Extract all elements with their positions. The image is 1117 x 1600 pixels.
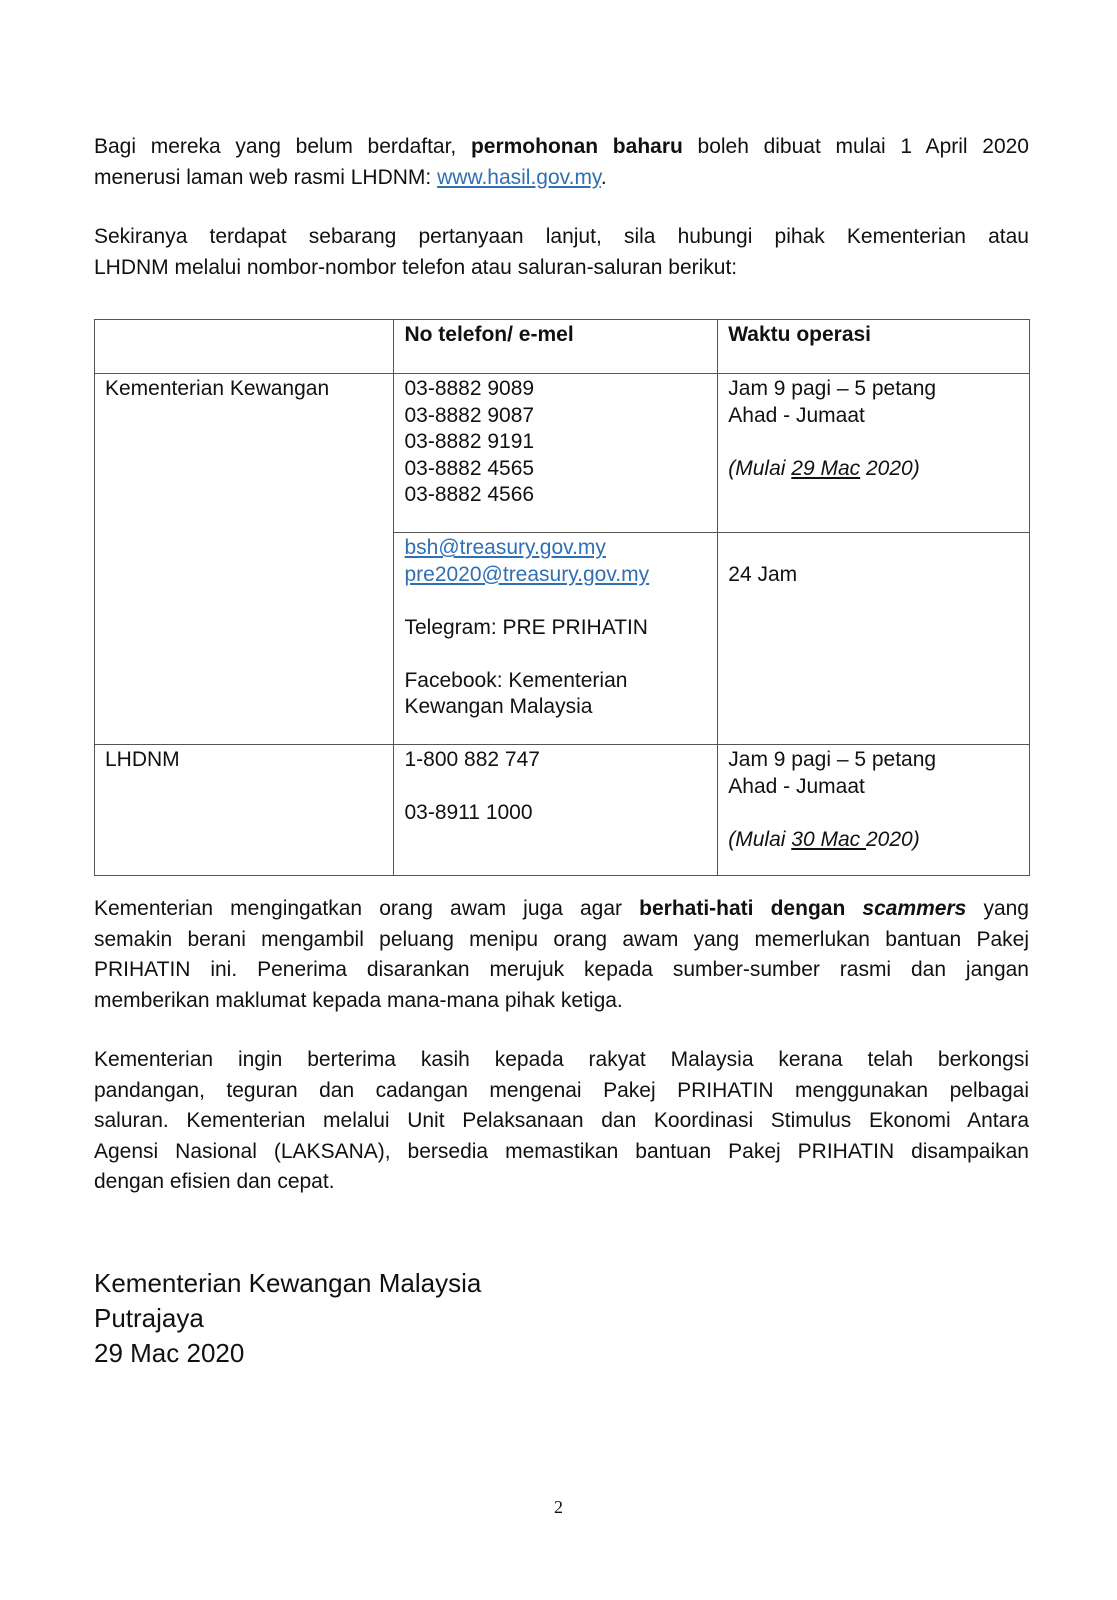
cell-lhdnm-label (95, 745, 394, 876)
paragraph-line: PRIHATIN ini. Penerima disarankan merujuk kepada sumber-sumber rasmi dan jangan (94, 958, 1029, 981)
header-cell-phone-email (394, 320, 718, 374)
cell-lhdnm-phones (394, 745, 718, 876)
phone-number: 03-8911 1000 (404, 801, 533, 824)
text-segment: 2020) (865, 827, 920, 851)
paragraph-registration (94, 132, 1029, 193)
paragraph-line: semakin berani mengambil peluang menipu orang awam yang memerlukan bantuan Pakej (94, 927, 1029, 951)
phone-number: 03-8882 4565 (404, 456, 535, 480)
paragraph-line (94, 894, 1029, 925)
text-segment: (Mulai (728, 827, 792, 851)
paragraph-line: memberikan maklumat kepada mana-mana pihak ketiga. (94, 988, 623, 1012)
text-segment: Bagi mereka yang belum berdaftar, (94, 135, 457, 158)
signature-block (94, 1266, 481, 1371)
hours-text: Jam 9 pagi – 5 petang (728, 377, 937, 400)
text-segment: . (600, 165, 607, 189)
paragraph-line: dengan efisien dan cepat. (94, 1170, 335, 1193)
header-cell-empty (95, 320, 394, 374)
paragraph-line: saluran. Kementerian melalui Unit Pelaksanaan dan Koordinasi Stimulus Ekonomi Antara (94, 1109, 1029, 1132)
phone-number: 03-8882 9191 (404, 430, 535, 453)
text-segment: boleh dibuat mulai 1 April 2020 (697, 135, 1029, 158)
paragraph-line (94, 163, 1029, 194)
cell-kk-phones (394, 374, 718, 533)
table-row (95, 745, 1030, 876)
page-number: 2 (554, 1497, 563, 1517)
text-segment: menerusi laman web rasmi LHDNM: (94, 165, 432, 189)
days-text: Ahad - Jumaat (728, 774, 865, 798)
signature-org: Kementerian Kewangan Malaysia (94, 1268, 482, 1298)
hasil-website-link[interactable]: www.hasil.gov.my (437, 165, 601, 189)
cell-kk-hours (718, 374, 1030, 533)
paragraph-enquiries (94, 222, 1029, 283)
table-header-row (95, 320, 1030, 374)
cell-kk-online (394, 533, 718, 745)
text-segment: yang (983, 897, 1029, 920)
underlined-date: 29 Mac (791, 456, 861, 480)
email-link-bsh[interactable]: bsh@treasury.gov.my (404, 536, 606, 559)
start-date-text (728, 827, 1019, 854)
paragraph-thanks (94, 1045, 1029, 1198)
facebook-text: Kewangan Malaysia (404, 695, 593, 718)
header-text: Waktu operasi (728, 323, 872, 346)
start-date-text (728, 456, 1019, 483)
text-segment: (Mulai (728, 456, 792, 480)
telegram-text: Telegram: PRE PRIHATIN (404, 615, 648, 639)
table-row (95, 374, 1030, 533)
paragraph-line: Sekiranya terdapat sebarang pertanyaan lanjut, sila hubungi pihak Kementerian atau (94, 225, 1029, 248)
text-segment: 2020) (860, 456, 920, 480)
cell-kk-label (95, 374, 394, 745)
paragraph-line (94, 132, 1029, 163)
hours-text: 24 Jam (728, 562, 798, 586)
cell-kk-online-hours (718, 533, 1030, 745)
paragraph-scam-warning (94, 894, 1029, 1016)
phone-number: 03-8882 9089 (404, 377, 535, 400)
underlined-date: 30 Mac (791, 827, 866, 851)
paragraph-line: Agensi Nasional (LAKSANA), bersedia memastikan bantuan Pakej PRIHATIN disampaikan (94, 1139, 1029, 1163)
phone-number: 03-8882 9087 (404, 403, 535, 427)
phone-number: 03-8882 4566 (404, 483, 535, 506)
org-label: LHDNM (105, 748, 180, 771)
contacts-table (94, 319, 1030, 876)
header-text: No telefon/ e-mel (404, 323, 574, 346)
paragraph-line: Kementerian ingin berterima kasih kepada rakyat Malaysia kerana telah berkongsi (94, 1048, 1029, 1071)
email-link-pre2020[interactable]: pre2020@treasury.gov.my (404, 562, 650, 586)
facebook-text: Facebook: Kementerian (404, 668, 628, 692)
hours-text: Jam 9 pagi – 5 petang (728, 748, 937, 771)
bold-text: permohonan baharu (470, 135, 683, 158)
phone-number: 1-800 882 747 (404, 748, 540, 771)
org-label: Kementerian Kewangan (105, 377, 330, 400)
paragraph-line: LHDNM melalui nombor-nombor telefon atau saluran-saluran berikut: (94, 255, 738, 279)
text-segment: Kementerian mengingatkan orang awam juga agar (94, 897, 623, 920)
signature-place: Putrajaya (94, 1303, 204, 1333)
bold-text: berhati-hati dengan (639, 897, 846, 920)
days-text: Ahad - Jumaat (728, 403, 865, 427)
cell-lhdnm-hours (718, 745, 1030, 876)
paragraph-line: pandangan, teguran dan cadangan mengenai Pakej PRIHATIN menggunakan pelbagai (94, 1078, 1029, 1102)
header-cell-hours (718, 320, 1030, 374)
signature-date: 29 Mac 2020 (94, 1338, 245, 1368)
bold-italic-text: scammers (862, 897, 967, 920)
